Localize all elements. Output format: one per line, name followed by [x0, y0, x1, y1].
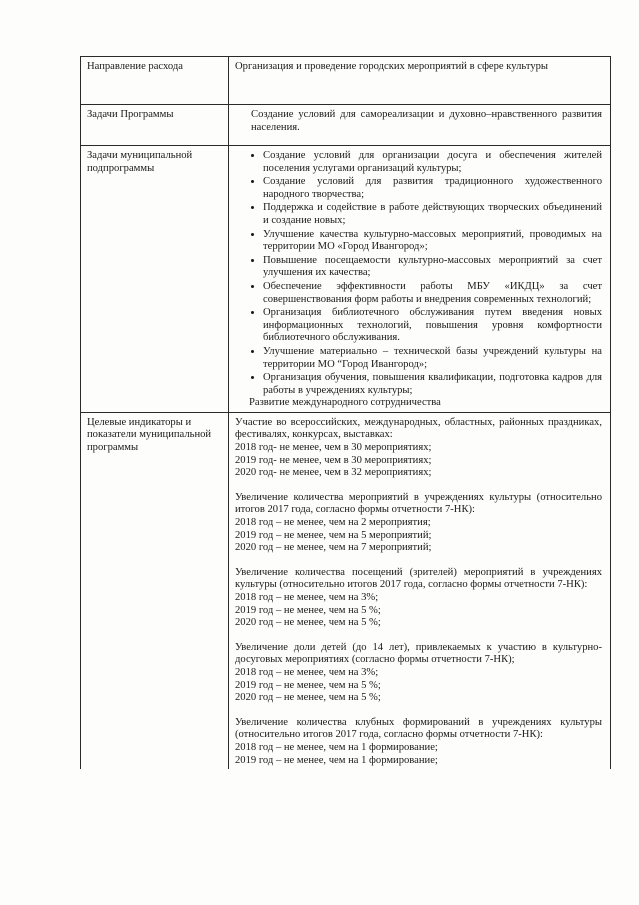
indicator-lines: [235, 442, 602, 480]
indicator-line: 2019 год – не менее, чем на 5 %;: [235, 604, 381, 616]
row-value: [229, 412, 611, 769]
indicator-lines: [235, 517, 602, 555]
indicator-lines: [235, 592, 602, 630]
indicator-line: 2018 год – не менее, чем на 2 мероприятия;: [235, 517, 431, 529]
row-label: Направление расхода: [81, 57, 229, 105]
list-item: • Создание условий для развития традиционного художественного народного творчества;: [263, 176, 602, 201]
indicator-line: 2018 год- не менее, чем в 30 мероприятиях;: [235, 442, 432, 454]
table-row-expense-direction: [81, 57, 611, 105]
indicator-line: 2018 год – не менее, чем на 1 формирование;: [235, 741, 438, 753]
task-list: [229, 150, 602, 397]
indicator-line: 2018 год – не менее, чем на 3%;: [235, 592, 379, 603]
indicator-line: 2019 год – не менее, чем на 5 мероприятий;: [235, 529, 432, 541]
indicator-block: [235, 567, 602, 642]
indicator-lines: [235, 742, 602, 767]
indicator-text: Увеличение количества посещений (зрителей) мероприятий в учреждениях культуры (относительно итогов 2017 года, согласно формы отчетности 7-НК):: [235, 566, 602, 591]
indicator-line: 2020 год – не менее, чем на 5 %;: [235, 692, 381, 704]
indicator-block: [235, 717, 602, 767]
indicator-line: 2020 год- не менее, чем в 32 мероприятиях;: [235, 467, 432, 479]
indicator-line: 2020 год – не менее, чем на 7 мероприятий;: [235, 542, 432, 554]
row-label: Целевые индикаторы и показатели муниципальной программы: [81, 412, 229, 769]
indicator-block: [235, 417, 602, 492]
indicator-lines: [235, 667, 602, 705]
list-item: • Повышение посещаемости культурно-массовых мероприятий за счет улучшения их качества;: [263, 255, 602, 280]
indicator-line: 2019 год- не менее, чем в 30 мероприятиях;: [235, 454, 432, 466]
list-item: • Улучшение качества культурно-массовых мероприятий, проводимых на территории МО «Город Ивангород»;: [263, 229, 602, 254]
row-value: [229, 146, 611, 413]
list-item: • Создание условий для организации досуга и обеспечения жителей поселения услугами организаций культуры;: [263, 150, 602, 175]
indicator-text: Увеличение количества мероприятий в учреждениях культуры (относительно итогов 2017 года, согласно формы отчетности 7-НК):: [235, 491, 602, 516]
indicator-text: Участие во всероссийских, международных, областных, районных праздниках, фестивалях, конкурсах, выставках:: [235, 416, 602, 441]
list-item: • Организация библиотечного обслуживания путем введения новых информационных технологий, повышения уровня комфортности библиотечного обслуживания.: [263, 307, 602, 345]
row-value: Создание условий для самореализации и духовно–нравственного развития населения.: [229, 105, 611, 146]
row-value: Организация и проведение городских мероприятий в сфере культуры: [229, 57, 611, 105]
indicator-line: 2019 год – не менее, чем на 5 %;: [235, 679, 381, 691]
list-item: • Улучшение материально – технической базы учреждений культуры на территории МО “Город Ивангород»;: [263, 346, 602, 371]
list-tail-text: Развитие международного сотрудничества: [249, 397, 441, 409]
list-item: • Поддержка и содействие в работе действующих творческих объединений и создание новых;: [263, 202, 602, 227]
indicator-text: Увеличение доли детей (до 14 лет), привлекаемых к участию в культурно-досуговых мероприятиях (согласно формы отчетности 7-НК);: [235, 641, 602, 666]
table-row-subprogram-tasks: [81, 146, 611, 413]
row-label: Задачи муниципальной подпрограммы: [81, 146, 229, 413]
table-row-program-tasks: [81, 105, 611, 146]
indicator-block: [235, 642, 602, 717]
indicator-text: Увеличение количества клубных формирований в учреждениях культуры (относительно итогов 2017 года, согласно формы отчетности 7-НК):: [235, 716, 602, 741]
indicator-block: [235, 492, 602, 567]
indicator-line: 2020 год – не менее, чем на 5 %;: [235, 617, 381, 629]
list-item: • Организация обучения, повышения квалификации, подготовка кадров для работы в учреждениях культуры;: [263, 372, 602, 397]
indicator-line: 2018 год – не менее, чем на 3%;: [235, 666, 379, 678]
table-row-target-indicators: [81, 412, 611, 769]
row-label: Задачи Программы: [81, 105, 229, 146]
indicator-line: 2019 год – не менее, чем на 1 формирование;: [235, 754, 438, 766]
list-item: • Обеспечение эффективности работы МБУ «ИКДЦ» за счет совершенствования форм работы и внедрения современных технологий;: [263, 281, 602, 306]
program-passport-table: [80, 56, 611, 769]
